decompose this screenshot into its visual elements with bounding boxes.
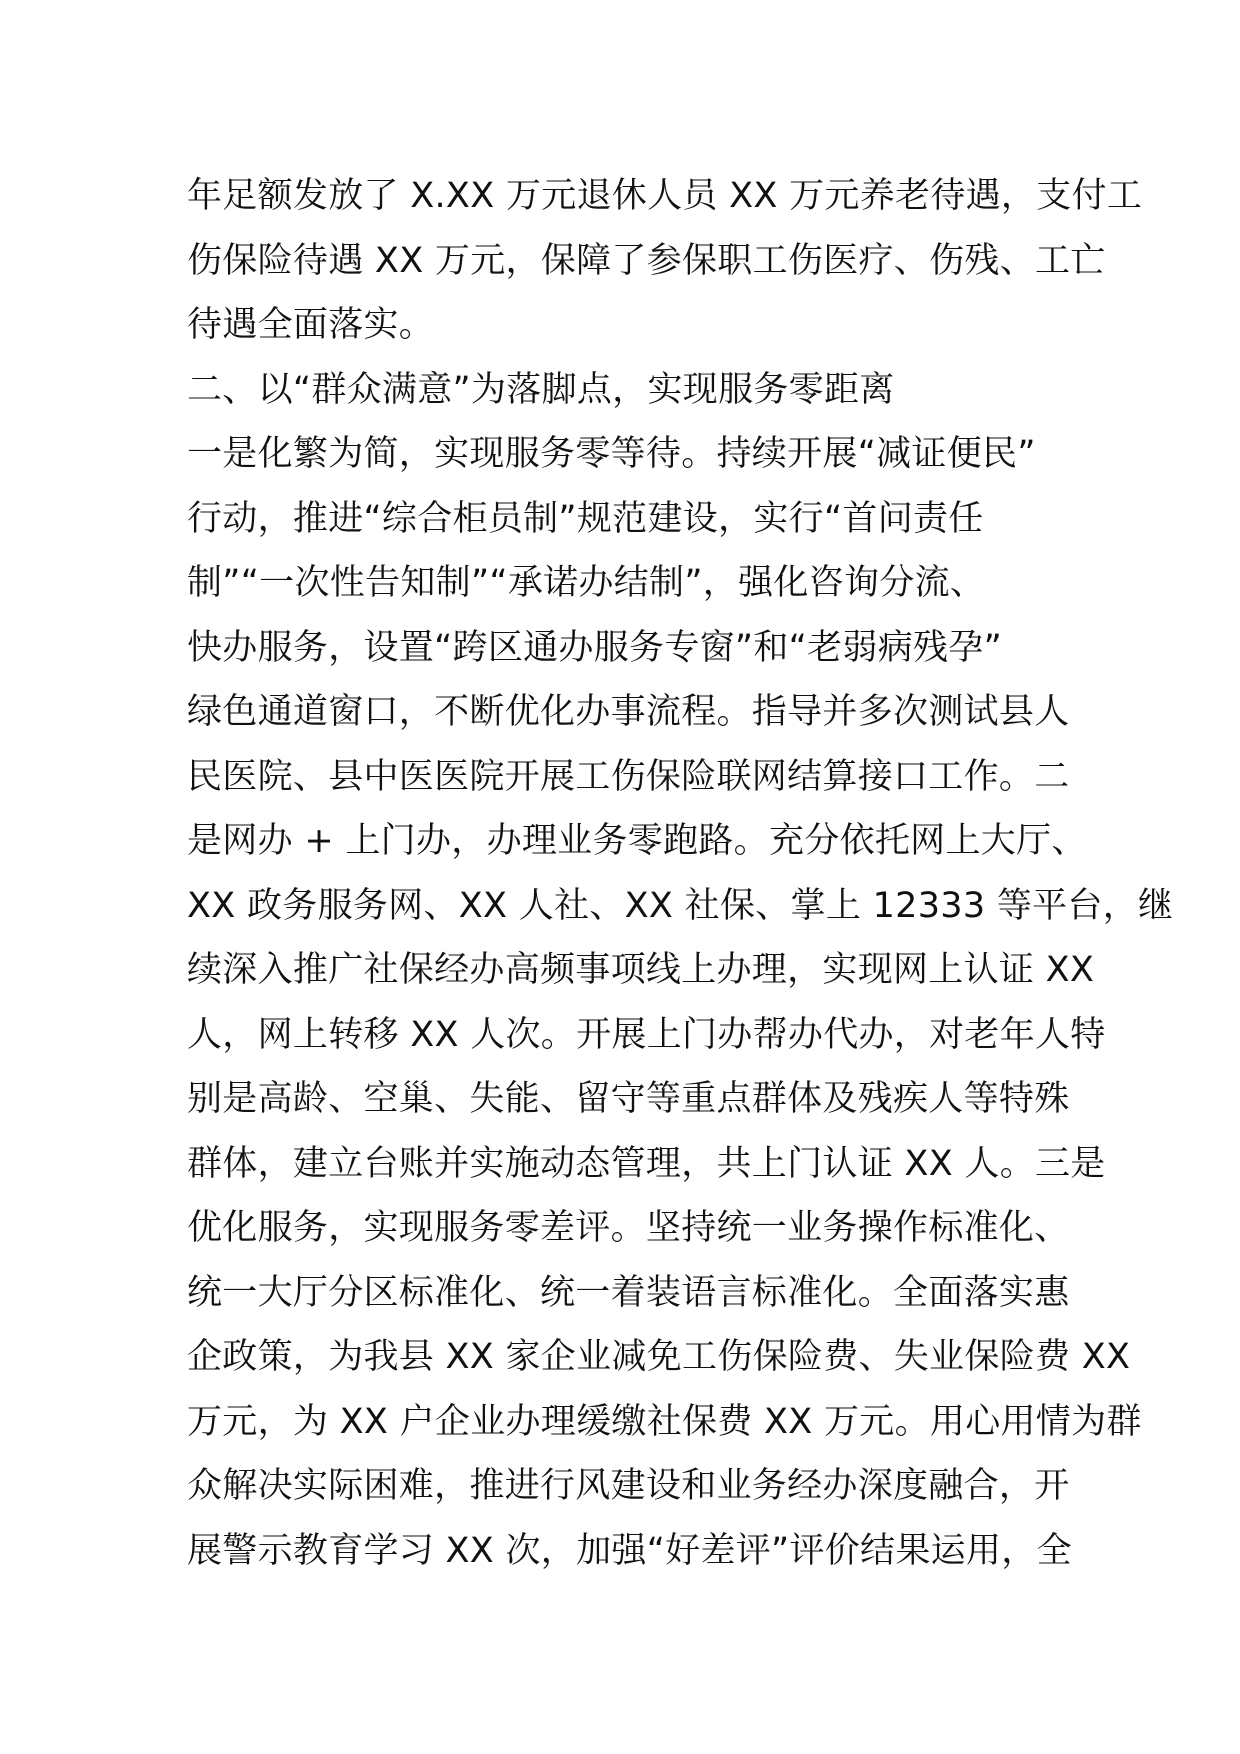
text-line: 民医院、县中医医院开展工伤保险联网结算接口工作。二 [187,756,1070,797]
text-line: 优化服务，实现服务零差评。坚持统一业务操作标准化、 [187,1208,1070,1248]
text-line: 绿色通道窗口，不断优化办事流程。指导并多次测试县人 [187,692,1070,732]
text-line: 别是高龄、空巢、失能、留守等重点群体及残疾人等特殊 [187,1079,1070,1119]
text-line: 待遇全面落实。 [187,305,435,345]
text-line: 企政策，为我县 XX 家企业减免工伤保险费、失业保险费 XX [187,1337,1131,1377]
text-line: 群体，建立台账并实施动态管理，共上门认证 XX 人。三是 [187,1143,1106,1184]
text-line: 人，网上转移 XX 人次。开展上门办帮办代办，对老年人特 [187,1014,1106,1055]
text-line: 快办服务，设置“跨区通办服务专窗”和“老弱病残孕” [187,627,1003,668]
text-line: 年足额发放了 X.XX 万元退休人员 XX 万元养老待遇，支付工 [187,176,1143,216]
text-line: 行动，推进“综合柜员制”规范建设，实行“首问责任 [187,498,984,539]
text-line: 统一大厅分区标准化、统一着装语言标准化。全面落实惠 [187,1272,1070,1313]
text-line: 续深入推广社保经办高频事项线上办理，实现网上认证 XX [187,950,1095,990]
body-text [187,164,1174,1583]
text-line: 制”“一次性告知制”“承诺办结制”，强化咨询分流、 [187,563,986,603]
text-line: 是网办 + 上门办，办理业务零跑路。充分依托网上大厅、 [187,821,1087,861]
text-line: XX 政务服务网、XX 人社、XX 社保、掌上 12333 等平台，继 [187,885,1174,926]
section-heading: 二、以“群众满意”为落脚点，实现服务零距离 [187,369,895,410]
text-line: 众解决实际困难，推进行风建设和业务经办深度融合，开 [187,1466,1070,1506]
text-line: 展警示教育学习 XX 次，加强“好差评”评价结果运用，全 [187,1530,1072,1571]
text-line: 万元，为 XX 户企业办理缓缴社保费 XX 万元。用心用情为群 [187,1401,1142,1442]
text-line: 一是化繁为简，实现服务零等待。持续开展“减证便民” [187,434,1036,474]
text-line: 伤保险待遇 XX 万元，保障了参保职工伤医疗、伤残、工亡 [187,240,1106,281]
